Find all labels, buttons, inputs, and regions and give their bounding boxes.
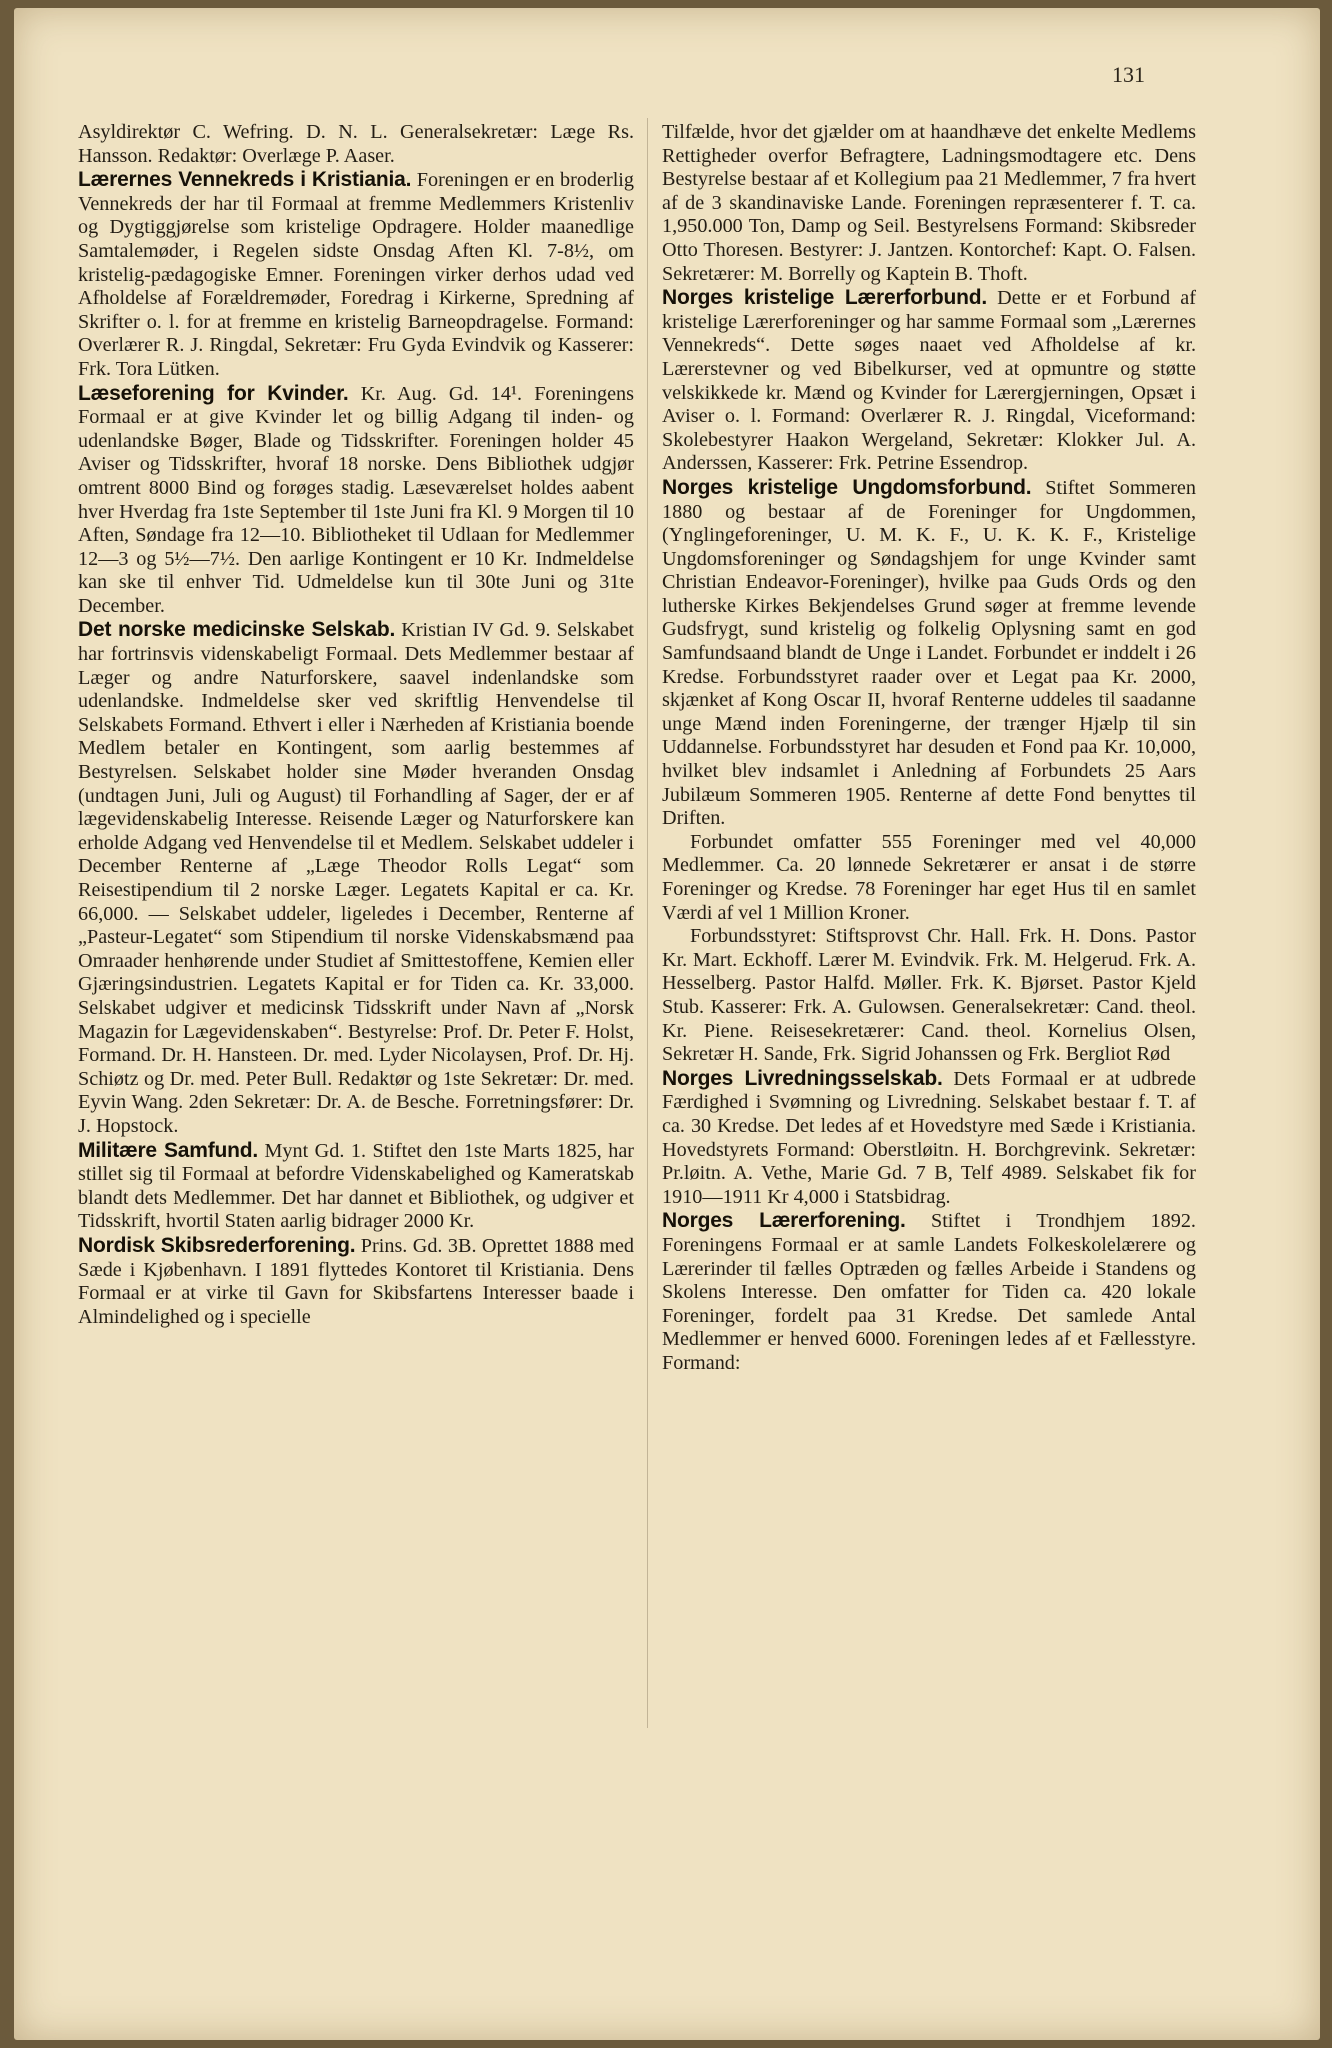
entry-text: Dets Formaal er at udbrede Færdighed i Svømning og Livredning. Selskabet bestaar f. T. af ca. 30 Kredse. Det ledes af et Hovedstyre med Sæde i Kristiania. Hovedstyrets Formand: Oberstløitn. H. Borchgrevink. Sekretær: Pr.løitn. A. Vethe, Marie Gd. 7 B, Telf 4989. Selskabet fik for 1910—1911 Kr 4,000 i Statsbidrag.	[662, 1067, 1196, 1208]
document-page	[14, 8, 1320, 2040]
entry-heading: Norges Livredningsselskab.	[662, 1066, 943, 1090]
entry-heading: Norges kristelige Ungdomsforbund.	[662, 475, 1032, 499]
page-number: 131	[1112, 62, 1145, 87]
entry-text: Foreningen er en broderlig Vennekreds der har til Formaal at fremme Medlemmers Kristenliv og Dygtiggjørelse som kristelige Opdragere. Holder maanedlige Samtalemøder, i Regelen sidste Onsdag Aften Kl. 7-8½, om kristelig-pædagogiske Emner. Foreningen virker derhos udad ved Afholdelse af Forældremøder, Foredrag i Kirkerne, Spredning af Skrifter o. l. for at fremme en kristelig Barneopdragelse. Formand: Overlærer R. J. Ringdal, Sekretær: Fru Gyda Evindvik og Kasserer: Frk. Tora Lütken.	[78, 169, 635, 380]
entry-militaere-samfund	[78, 1139, 634, 1234]
entry-text: Prins. Gd. 3B. Oprettet 1888 med Sæde i Kjøbenhavn. I 1891 flyttedes Kontoret til Kristiania. Dens Formaal er at virke til Gavn for Skibsfartens Interesser baade i Almindelighed og i specielle	[78, 1234, 635, 1328]
entry-text: Forbundet omfatter 555 Foreninger med vel 40,000 Medlemmer. Ca. 20 lønnede Sekretærer er ansat i de større Foreninger og Kredse. 78 Foreninger har eget Hus til en samlet Værdi af vel 1 Million Kroner.	[662, 830, 1196, 924]
entry-heading: Det norske medicinske Selskab.	[78, 618, 396, 642]
entry-heading: Nordisk Skibsrederforening.	[78, 1233, 356, 1257]
entry-text: Dette er et Forbund af kristelige Lærerforeninger og har samme Formaal som „Lærernes Vennekreds“. Dette søges naaet ved Afholdelse af kr. Lærerstevner og ved Bibelkurser, ved at opmuntre og støtte velskikkede kr. Mænd og Kvinder for Lærergjerningen, Opsæt i Aviser o. l. Formand: Overlærer R. J. Ringdal, Viceformand: Skolebestyrer Haakon Wergeland, Sekretær: Klokker Jul. A. Anderssen, Kasserer: Frk. Petrine Essendrop.	[662, 287, 1196, 475]
entry-heading: Militære Samfund.	[78, 1138, 259, 1162]
entry-text: Forbundsstyret: Stiftsprovst Chr. Hall. Frk. H. Dons. Pastor Kr. Mart. Eckhoff. Lærer M. Evindvik. Frk. M. Helgerud. Frk. A. Hesselberg. Pastor Halfd. Møller. Frk. K. Bjørset. Pastor Kjeld Stub. Kasserer: Frk. A. Gulowsen. Generalsekretær: Cand. theol. Kr. Piene. Reisesekretærer: Cand. theol. Kornelius Olsen, Sekretær H. Sande, Frk. Sigrid Johanssen og Frk. Bergliot Rød	[662, 925, 1196, 1066]
entry-heading: Norges Lærerforening.	[662, 1209, 906, 1233]
entry-forbundet-omfatter	[662, 831, 1196, 925]
entry-heading: Læseforening for Kvinder.	[78, 381, 349, 405]
entry-text: Kristian IV Gd. 9. Selskabet har fortrinsvis videnskabeligt Formaal. Dets Medlemmer bestaar af Læger og andre Naturforskere, saavel indenlandske som udenlandske. Indmeldelse sker ved skriftlig Henvendelse til Selskabets Formand. Ethvert i eller i Nærheden af Kristiania boende Medlem betaler en Kontingent, som aarlig bestemmes af Bestyrelsen. Selskabet holder sine Møder hveranden Onsdag (undtagen Juni, Juli og August) til Forhandling af Sager, der er af lægevidenskabelig Interesse. Reisende Læger og Naturforskere kan erholde Adgang ved Henvendelse til et Medlem. Selskabet uddeler i December Renterne af „Læge Theodor Rolls Legat“ som Reisestipendium til 2 norske Læger. Legatets Kapital er ca. Kr. 66,000. — Selskabet uddeler, ligeledes i December, Renterne af „Pasteur-Legatet“ som Stipendium til norske Videnskabsmænd paa Omraader henhørende under Studiet af Smittestoffene, Kemien eller Gjæringsindustrien. Legatets Kapital er for Tiden ca. Kr. 33,000. Selskabet udgiver et medicinsk Tidsskrift under Navn af „Norsk Magazin for Lægevidenskaben“. Bestyrelse: Prof. Dr. Peter F. Holst, Formand. Dr. H. Hansteen. Dr. med. Lyder Nicolaysen, Prof. Dr. Hj. Schiøtz og Dr. med. Peter Bull. Redaktør og 1ste Sekretær: Dr. med. Eyvin Wang. 2den Sekretær: Dr. A. de Besche. Forretningsfører: Dr. J. Hopstock.	[78, 619, 635, 1137]
column-divider	[647, 118, 648, 1728]
entry-livredningsselskab	[662, 1067, 1196, 1210]
entry-medicinske-selskab	[78, 618, 634, 1138]
entry-skibsrederforening	[78, 1234, 634, 1329]
entry-text: Mynt Gd. 1. Stiftet den 1ste Marts 1825, har stillet sig til Formaal at befordre Videnskabelighed og Kameratskab blandt dets Medlemmer. Det har dannet et Bibliothek, og udgiver et Tidsskrift, hvortil Staten aarlig bidrager 2000 Kr.	[78, 1139, 634, 1233]
entry-laererforening	[662, 1209, 1196, 1375]
entry-text: Asyldirektør C. Wefring. D. N. L. Generalsekretær: Læge Rs. Hansson. Redaktør: Overlæge P. Aaser.	[78, 121, 634, 167]
entry-skibsrederforening-cont	[662, 120, 1196, 286]
left-column	[78, 120, 634, 1329]
entry-forbundsstyret	[662, 925, 1196, 1067]
entry-text: Stiftet Sommeren 1880 og bestaar af de Foreninger for Ungdommen, (Ynglingeforeninger, U. M. K. F., U. K. K. F., Kristelige Ungdomsforeninger og Søndagshjem for unge Kvinder samt Christian Endeavor-Foreninger), hvilke paa Guds Ords og den lutherske Kirkes Bekjendelses Grund søger at fremme levende Gudsfrygt, sund kristelig og folkelig Oplysning samt en god Samfundsaand blandt de Unge i Landet. Forbundet er inddelt i 26 Kredse. Forbundsstyret raader over et Legat paa Kr. 2000, skjænket af Kong Oscar II, hvoraf Renterne uddeles til saadanne unge Mænd inden Foreningerne, der trænger Hjælp til sin Uddannelse. Forbundsstyret har desuden et Fond paa Kr. 10,000, hvilket blev indsamlet i Anledning af Forbundets 25 Aars Jubilæum Sommeren 1905. Renterne af dette Fond benyttes til Driften.	[662, 476, 1196, 830]
entry-heading: Lærernes Vennekreds i Kristiania.	[78, 168, 412, 192]
entry-text: Kr. Aug. Gd. 14¹. Foreningens Formaal er at give Kvinder let og billig Adgang til inden- og udenlandske Bøger, Blade og Tidsskrifter. Foreningen holder 45 Aviser og Tidsskrifter, hvoraf 18 norske. Dens Bibliothek udgjør omtrent 8000 Bind og forøges stadig. Læseværelset holdes aabent hver Hverdag fra 1ste September til 1ste Juni fra Kl. 9 Morgen til 10 Aften, Søndage fra 12—10. Bibliotheket til Udlaan for Medlemmer 12—3 og 5½—7½. Den aarlige Kontingent er 10 Kr. Indmeldelse kan ske til enhver Tid. Udmeldelse kun til 30te Juni og 31te December.	[78, 382, 634, 617]
entry-kristelige-ungdomsforbund	[662, 476, 1196, 831]
entry-asyldirektor	[78, 120, 634, 168]
entry-text: Stiftet i Trondhjem 1892. Foreningens Formaal er at samle Landets Folkeskolelærere og Lærerinder til fælles Optræden og fælles Arbeide i Standens og Skolens Interesse. Den omfatter for Tiden ca. 420 lokale Foreninger, fordelt paa 31 Kredse. Det samlede Antal Medlemmer er henved 6000. Foreningen ledes af et Fællesstyre. Formand:	[662, 1210, 1196, 1374]
entry-laeseforening	[78, 382, 634, 619]
entry-text: Tilfælde, hvor det gjælder om at haandhæve det enkelte Medlems Rettigheder overfor Befragtere, Ladningsmodtagere etc. Dens Bestyrelse bestaar af et Kollegium paa 21 Medlemmer, 7 fra hvert af de 3 skandinaviske Lande. Foreningen repræsenterer f. T. ca. 1,950.000 Ton, Damp og Seil. Bestyrelsens Formand: Skibsreder Otto Thoresen. Bestyrer: J. Jantzen. Kontorchef: Kapt. O. Falsen. Sekretærer: M. Borrelly og Kaptein B. Thoft.	[662, 121, 1196, 285]
right-column	[662, 120, 1196, 1375]
entry-kristelige-laererforbund	[662, 286, 1196, 476]
entry-heading: Norges kristelige Lærerforbund.	[662, 286, 987, 310]
entry-laerernes-vennekreds	[78, 168, 634, 381]
